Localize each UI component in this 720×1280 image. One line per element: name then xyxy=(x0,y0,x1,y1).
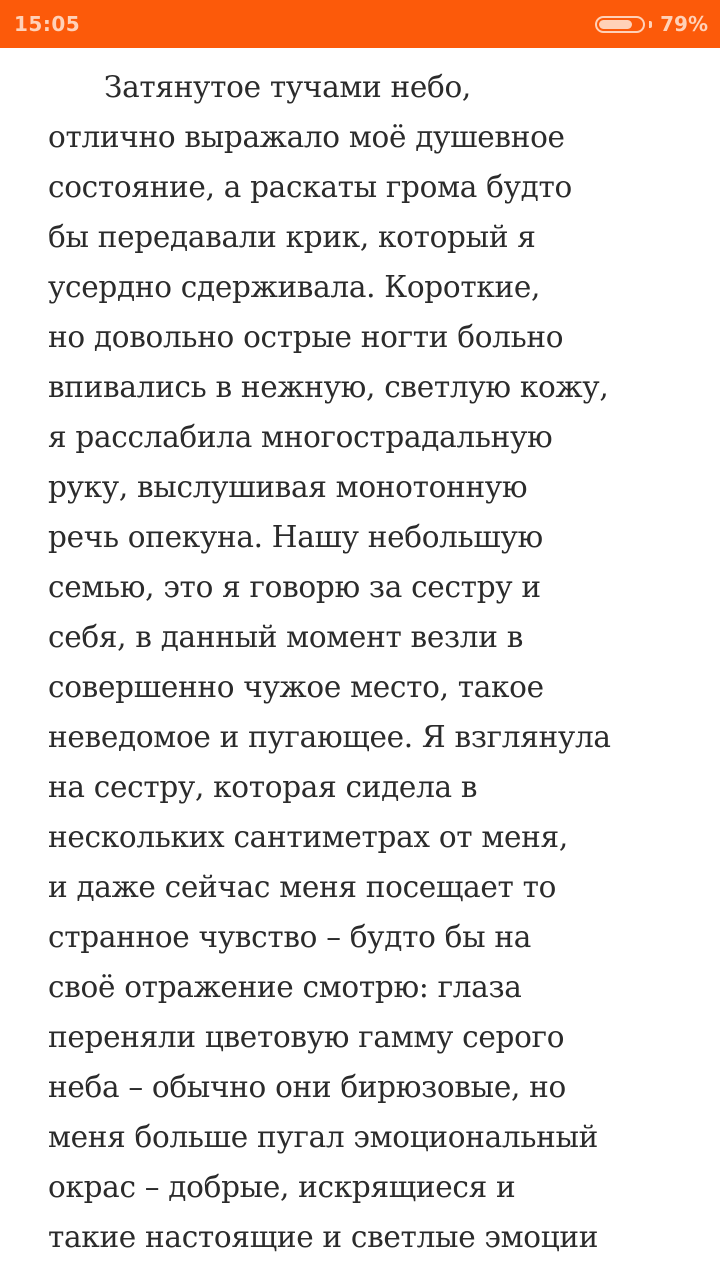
text-line: неба – обычно они бирюзовые, но xyxy=(48,1070,566,1104)
text-line: я расслабила многострадальную xyxy=(48,420,553,454)
status-right xyxy=(595,12,708,36)
text-line: Затянутое тучами небо, xyxy=(104,70,472,104)
text-line: переняли цветовую гамму серого xyxy=(48,1020,565,1054)
reader-text-page[interactable] xyxy=(48,62,688,1262)
text-line: такие настоящие и светлые эмоции xyxy=(48,1220,599,1254)
battery-percent: 79% xyxy=(660,12,708,36)
text-line: нескольких сантиметрах от меня, xyxy=(48,820,568,854)
text-line: но довольно острые ногти больно xyxy=(48,320,564,354)
status-time: 15:05 xyxy=(14,12,81,36)
text-line: странное чувство – будто бы на xyxy=(48,920,532,954)
status-bar xyxy=(0,0,720,48)
battery-level-fill xyxy=(599,20,632,29)
text-line: совершенно чужое место, такое xyxy=(48,670,544,704)
text-line: своё отражение смотрю: глаза xyxy=(48,970,522,1004)
text-line: отлично выражало моё душевное xyxy=(48,120,565,154)
text-line: впивались в нежную, светлую кожу, xyxy=(48,370,609,404)
text-line: руку, выслушивая монотонную xyxy=(48,470,528,504)
text-line: и даже сейчас меня посещает то xyxy=(48,870,557,904)
text-line: меня больше пугал эмоциональный xyxy=(48,1120,598,1154)
text-line: на сестру, которая сидела в xyxy=(48,770,478,804)
battery-icon xyxy=(595,16,645,33)
text-line: себя, в данный момент везли в xyxy=(48,620,523,654)
text-line: окрас – добрые, искрящиеся и xyxy=(48,1170,516,1204)
text-line: речь опекуна. Нашу небольшую xyxy=(48,520,543,554)
text-line: неведомое и пугающее. Я взглянула xyxy=(48,720,611,754)
text-line: бы передавали крик, который я xyxy=(48,220,536,254)
text-line: состояние, а раскаты грома будто xyxy=(48,170,572,204)
text-line: семью, это я говорю за сестру и xyxy=(48,570,541,604)
battery-tip xyxy=(649,21,652,28)
text-line: усердно сдерживала. Короткие, xyxy=(48,270,541,304)
